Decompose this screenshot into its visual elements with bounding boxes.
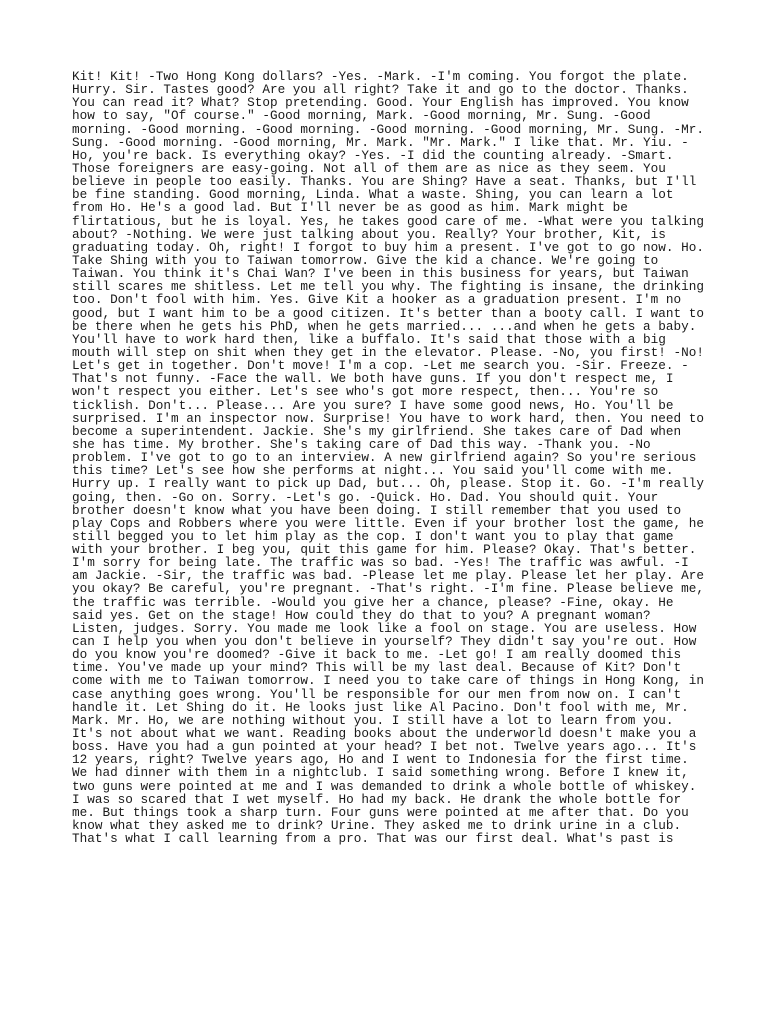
- text-line: I was so scared that I wet myself. Ho had my back. He drank the whole bottle for: [72, 791, 682, 807]
- text-line: flirtatious, but he is loyal. Yes, he takes good care of me. -What were you talking: [72, 213, 704, 229]
- text-line: 12 years, right? Twelve years ago, Ho and I went to Indonesia for the first time.: [72, 752, 689, 768]
- text-line: become a superintendent. Jackie. She's my girlfriend. She takes care of Dad when: [72, 423, 682, 439]
- text-line: said yes. Get on the stage! How could they do that to you? A pregnant woman?: [72, 607, 651, 623]
- text-line: too. Don't fool with him. Yes. Give Kit a hooker as a graduation present. I'm no: [72, 292, 682, 308]
- text-line: won't respect you either. Let's see who's got more respect, then... You're so: [72, 384, 659, 400]
- text-line: surprised. I'm an inspector now. Surprise! You have to work hard, then. You need to: [72, 410, 704, 426]
- text-line: That's not funny. -Face the wall. We both have guns. If you don't respect me, I: [72, 371, 674, 387]
- text-line: with your brother. I beg you, quit this game for him. Please? Okay. That's better.: [72, 542, 697, 558]
- text-line: graduating today. Oh, right! I forgot to buy him a present. I've got to go now. Ho.: [72, 239, 704, 255]
- text-line: two guns were pointed at me and I was demanded to drink a whole bottle of whiskey.: [72, 778, 697, 794]
- text-line: good, but I want him to be a good citizen. It's better than a booty call. I want to: [72, 305, 704, 321]
- text-line: You can read it? What? Stop pretending. Good. Your English has improved. You know: [72, 95, 689, 111]
- text-line: Mark. Mr. Ho, we are nothing without you. I still have a lot to learn from you.: [72, 712, 674, 728]
- text-line: You'll have to work hard then, like a buffalo. It's said that those with a big: [72, 331, 666, 347]
- text-line: boss. Have you had a gun pointed at your head? I bet not. Twelve years ago... It's: [72, 739, 697, 755]
- text-line: Take Shing with you to Taiwan tomorrow. Give the kid a chance. We're going to: [72, 252, 659, 268]
- text-line: Hurry. Sir. Tastes good? Are you all right? Take it and go to the doctor. Thanks.: [72, 82, 689, 98]
- text-line: from Ho. He's a good lad. But I'll never be as good as him. Mark might be: [72, 200, 628, 216]
- text-line: problem. I've got to go to an interview. A new girlfriend again? So you're serious: [72, 450, 697, 466]
- text-line: the traffic was terrible. -Would you give her a chance, please? -Fine, okay. He: [72, 594, 674, 610]
- text-line: am Jackie. -Sir, the traffic was bad. -Please let me play. Please let her play. Are: [72, 568, 704, 584]
- text-line: be fine standing. Good morning, Linda. What a waste. Shing, you can learn a lot: [72, 187, 674, 203]
- text-line: how to say, "Of course." -Good morning, Mark. -Good morning, Mr. Sung. -Good: [72, 108, 651, 124]
- text-line: brother doesn't know what you have been doing. I still remember that you used to: [72, 502, 682, 518]
- text-line: case anything goes wrong. You'll be responsible for our men from now on. I can't: [72, 686, 682, 702]
- text-line: going, then. -Go on. Sorry. -Let's go. -Quick. Ho. Dad. You should quit. Your: [72, 489, 659, 505]
- text-line: That's what I call learning from a pro. That was our first deal. What's past is: [72, 831, 674, 847]
- text-line: It's not about what we want. Reading books about the underworld doesn't make you a: [72, 726, 697, 742]
- text-line: this time? Let's see how she performs at night... You said you'll come with me.: [72, 463, 674, 479]
- text-line: mouth will step on shit when they get in the elevator. Please. -No, you first! -No!: [72, 344, 704, 360]
- text-line: ticklish. Don't... Please... Are you sure? I have some good news, Ho. You'll be: [72, 397, 674, 413]
- text-line: Ho, you're back. Is everything okay? -Yes. -I did the counting already. -Smart.: [72, 147, 674, 163]
- text-line: Taiwan. You think it's Chai Wan? I've been in this business for years, but Taiwan: [72, 266, 689, 282]
- subtitle-transcript-text: [72, 70, 712, 845]
- text-line: you okay? Be careful, you're pregnant. -That's right. -I'm fine. Please believe me,: [72, 581, 704, 597]
- text-line: she has time. My brother. She's taking care of Dad this way. -Thank you. -No: [72, 436, 651, 452]
- text-line: still scares me shitless. Let me tell you why. The fighting is insane, the drinking: [72, 279, 704, 295]
- text-line: Hurry up. I really want to pick up Dad, but... Oh, please. Stop it. Go. -I'm really: [72, 476, 704, 492]
- text-line: I'm sorry for being late. The traffic was so bad. -Yes! The traffic was awful. -I: [72, 555, 689, 571]
- text-line: be there when he gets his PhD, when he gets married... ...and when he gets a baby.: [72, 318, 697, 334]
- text-line: know what they asked me to drink? Urine. They asked me to drink urine in a club.: [72, 818, 682, 834]
- text-line: morning. -Good morning. -Good morning. -Good morning. -Good morning, Mr. Sung. -Mr.: [72, 121, 704, 137]
- text-line: We had dinner with them in a nightclub. I said something wrong. Before I knew it,: [72, 765, 689, 781]
- text-line: Listen, judges. Sorry. You made me look like a fool on stage. You are useless. How: [72, 620, 697, 636]
- text-line: time. You've made up your mind? This will be my last deal. Because of Kit? Don't: [72, 660, 682, 676]
- text-line: come with me to Taiwan tomorrow. I need you to take care of things in Hong Kong, in: [72, 673, 704, 689]
- text-line: Let's get in together. Don't move! I'm a cop. -Let me search you. -Sir. Freeze. -: [72, 358, 689, 374]
- text-line: play Cops and Robbers where you were little. Even if your brother lost the game, he: [72, 515, 704, 531]
- text-line: can I help you when you don't believe in yourself? They didn't say you're out. How: [72, 634, 697, 650]
- text-line: Those foreigners are easy-going. Not all of them are as nice as they seem. You: [72, 160, 666, 176]
- text-line: handle it. Let Shing do it. He looks just like Al Pacino. Don't fool with me, Mr.: [72, 699, 689, 715]
- text-line: do you know you're doomed? -Give it back to me. -Let go! I am really doomed this: [72, 647, 682, 663]
- text-line: still begged you to let him play as the cop. I don't want you to play that game: [72, 528, 674, 544]
- text-line: believe in people too easily. Thanks. You are Shing? Have a seat. Thanks, but I'll: [72, 174, 697, 190]
- text-line: Sung. -Good morning. -Good morning, Mr. Mark. "Mr. Mark." I like that. Mr. Yiu. -: [72, 134, 689, 150]
- text-line: about? -Nothing. We were just talking about you. Really? Your brother, Kit, is: [72, 226, 666, 242]
- text-line: Kit! Kit! -Two Hong Kong dollars? -Yes. -Mark. -I'm coming. You forgot the plate.: [72, 69, 689, 84]
- text-line: me. But things took a sharp turn. Four guns were pointed at me after that. Do you: [72, 804, 689, 820]
